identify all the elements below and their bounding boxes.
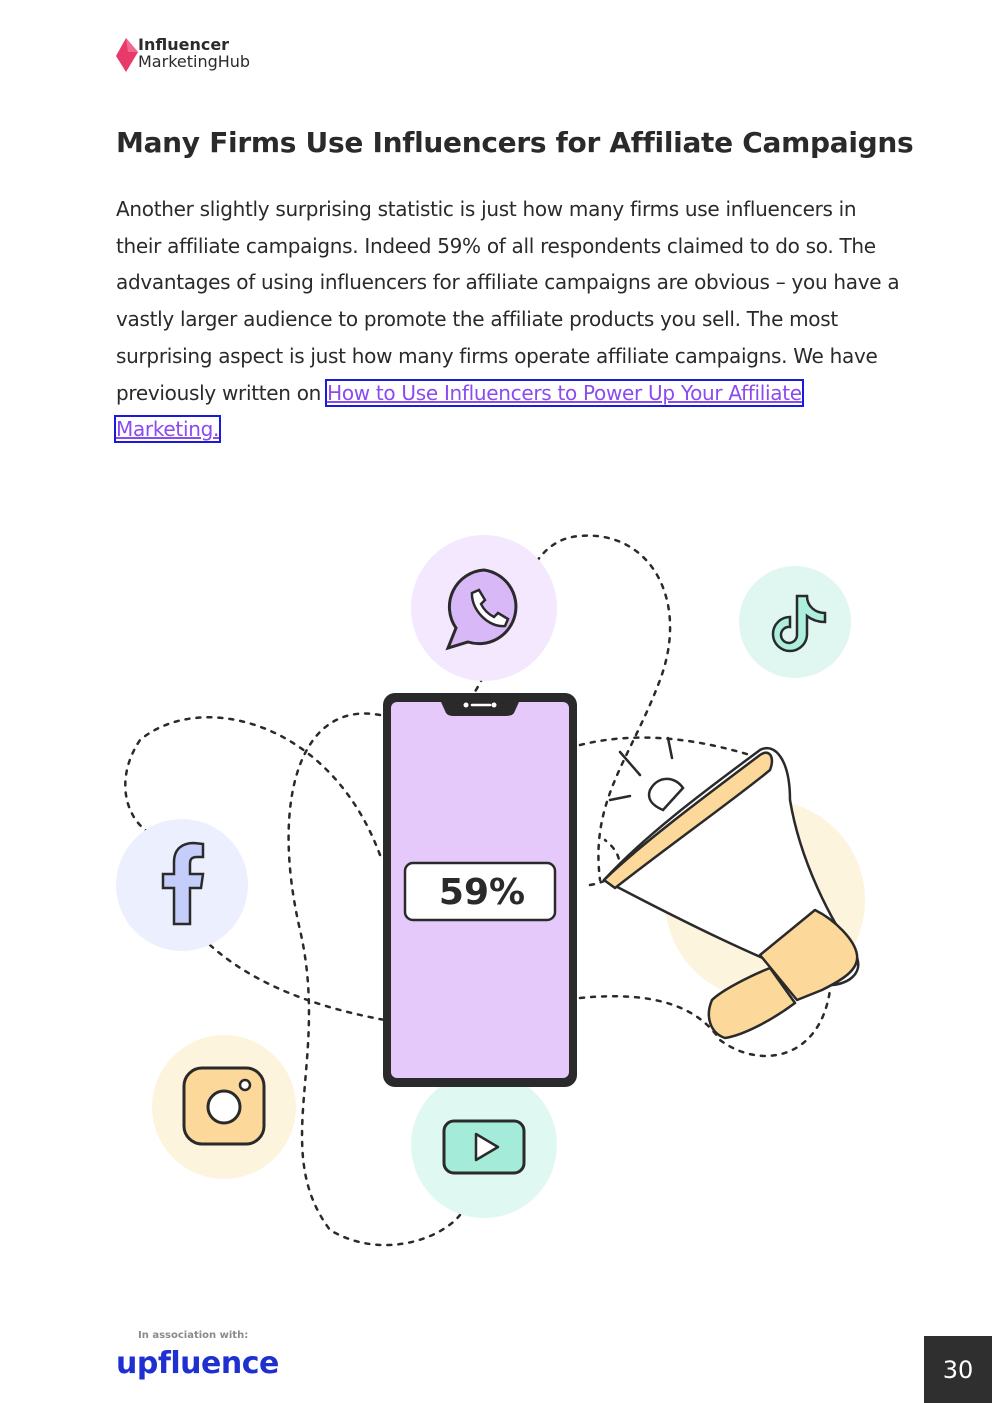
upfluence-logo: upfluence <box>116 1346 279 1381</box>
logo-line-2: MarketingHub <box>138 52 251 71</box>
paragraph-text: Another slightly surprising statistic is just how many firms use influencers in their affiliate campaigns. Indeed 59% of all respondents claimed to do so. The advantages of using influencers for affiliate campaigns are obvious – you have a vastly larger audience to promote the affiliate products you sell. The most surprising aspect is just how many firms operate affiliate campaigns. We have previously written on <box>116 197 900 405</box>
influencer-marketing-hub-logo <box>116 36 296 76</box>
logo-line-1: Influencer <box>138 35 230 54</box>
body-paragraph <box>116 191 906 448</box>
page-number: 30 <box>924 1336 992 1403</box>
whatsapp-icon <box>411 535 557 681</box>
social-media-illustration <box>0 510 992 1270</box>
association-label: In association with: <box>138 1330 249 1341</box>
megaphone-icon <box>604 738 865 1038</box>
tiktok-icon <box>739 566 851 678</box>
youtube-icon <box>411 1072 557 1218</box>
affiliate-marketing-article-link[interactable]: How to Use Influencers to Power Up Your Affiliate Marketing. <box>116 380 802 442</box>
phone-stat-label: 59% <box>438 872 526 913</box>
phone-illustration <box>383 693 577 1087</box>
facebook-icon <box>116 819 248 951</box>
instagram-icon <box>152 1035 296 1179</box>
page-title: Many Firms Use Influencers for Affiliate Campaigns <box>116 126 914 159</box>
